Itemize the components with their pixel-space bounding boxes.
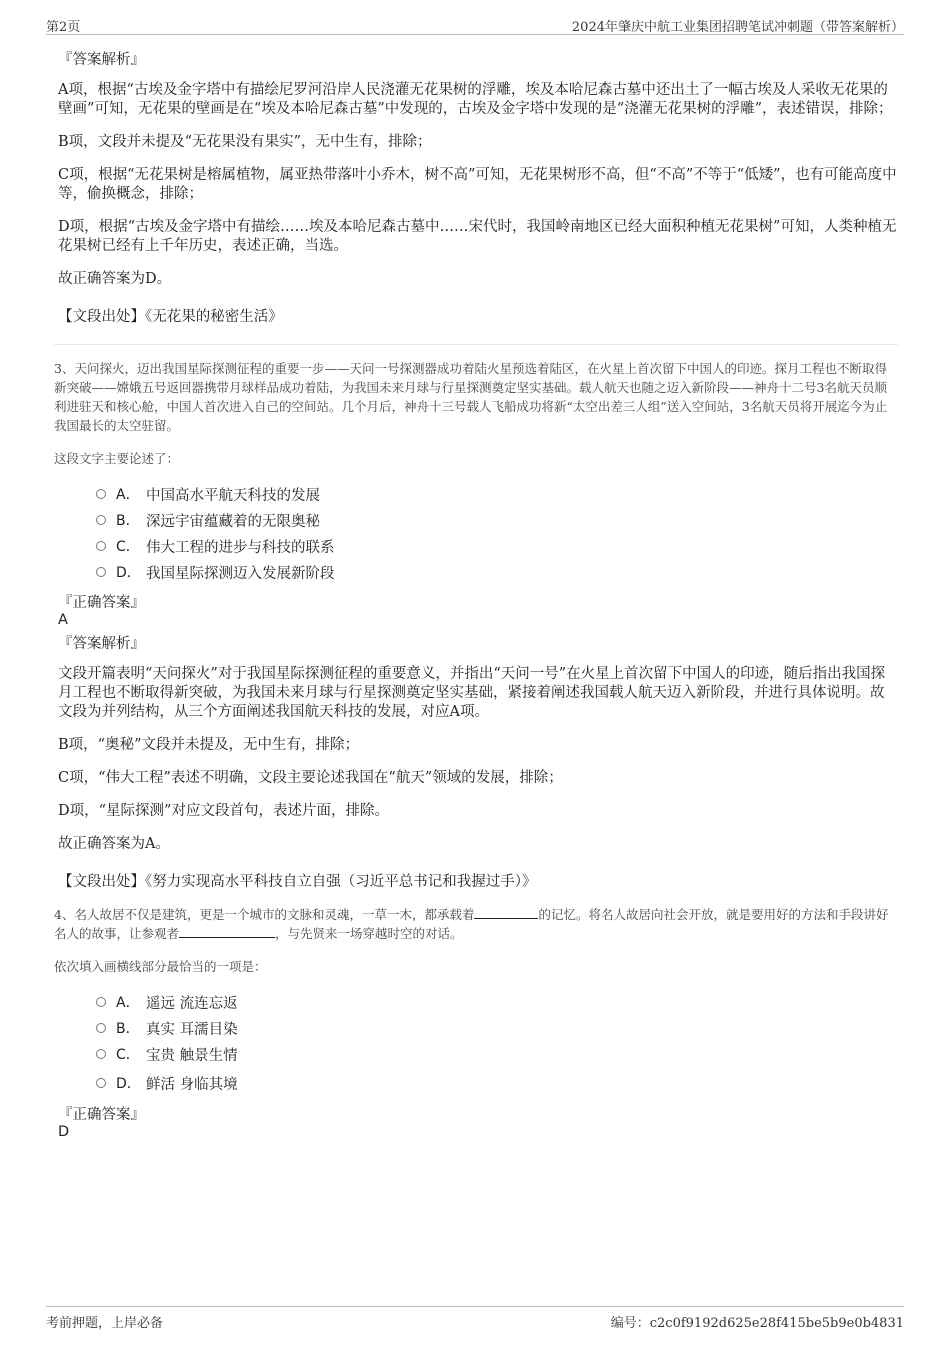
radio-button[interactable] [96,1023,106,1033]
radio-button[interactable] [96,1078,106,1088]
option-label: B． [116,513,140,529]
q4-correct-answer: D [58,1124,70,1140]
document-code: 编号：c2c0f9192d625e28f415be5b9e0b4831 [610,1316,904,1331]
q4-option-a[interactable] [96,989,898,1015]
option-label: D． [116,1076,141,1092]
q2-source: 【文段出处】《无花果的秘密生活》 [58,309,283,325]
radio-button[interactable] [96,1049,106,1059]
q2-analysis-b: B项，文段并未提及“无花果没有果实”，无中生有，排除； [58,134,432,150]
q4-correct-tag: 『正确答案』 [58,1107,145,1123]
q3-analysis-b: B项，“奥秘”文段并未提及，无中生有，排除； [58,737,359,753]
q3-analysis-c: C项，“伟大工程”表述不明确，文段主要论述我国在“航天”领域的发展，排除； [58,770,563,786]
q2-analysis-tag: 『答案解析』 [58,52,145,68]
q3-option-b[interactable] [96,507,898,533]
option-label: A． [116,995,140,1011]
q3-option-c[interactable] [96,533,898,559]
option-label: B． [116,1021,140,1037]
q4-stem-part: ，与先贤来一场穿越时空的对话。 [275,926,463,941]
option-label: C． [116,1047,140,1063]
q3-conclusion: 故正确答案为A。 [58,836,170,852]
q4-options [96,989,898,1099]
q3-option-d[interactable] [96,559,898,585]
q3-analysis-d: D项，“星际探测”对应文段首句，表述片面，排除。 [58,803,389,819]
option-text: 伟大工程的进步与科技的联系 [146,539,335,556]
option-text: 真实 耳濡目染 [146,1021,238,1038]
option-text: 宝贵 触景生情 [146,1047,238,1064]
option-text: 我国星际探测迈入发展新阶段 [146,565,335,582]
q2-conclusion: 故正确答案为D。 [58,271,172,287]
divider [54,344,898,345]
footer-slogan: 考前押题，上岸必备 [46,1316,164,1331]
radio-button[interactable] [96,997,106,1007]
q4-stem-part: 4、名人故居不仅是建筑，更是一个城市的文脉和灵魂，一草一木，都承载着 [54,907,475,922]
q3-correct-answer: A [58,612,68,628]
q3-options [96,481,898,585]
q4-prompt: 依次填入画横线部分最恰当的一项是： [54,959,267,974]
option-text: 遥远 流连忘返 [146,995,238,1012]
q3-prompt: 这段文字主要论述了： [54,451,180,466]
q3-option-a[interactable] [96,481,898,507]
q3-analysis: 文段开篇表明“天问探火”对于我国星际探测征程的重要意义，并指出“天问一号”在火星上首次留下中国人的印迹，随后指出我国探月工程也不断取得新突破，为我国未来月球与行星探测奠定坚实基础，紧接着阐述我国载人航天迈入新阶段，并进行具体说明。故文段为并列结构，从三个方面阐述我国航天科技的发展，对应A项。 [58,666,886,720]
page-footer [46,1306,904,1329]
q4-option-c[interactable] [96,1041,898,1067]
radio-button[interactable] [96,541,106,551]
q3-correct-tag: 『正确答案』 [58,595,145,611]
option-text: 中国高水平航天科技的发展 [146,487,320,504]
q3-stem: 3、天问探火，迈出我国星际探测征程的重要一步——天问一号探测器成功着陆火星预选着陆区，在火星上首次留下中国人的印迹。探月工程也不断取得新突破——嫦娥五号返回器携带月球样品成功着陆，为我国未来月球与行星探测奠定坚实基础。载人航天也随之迈入新阶段——神舟十二号3名航天员顺利进驻天和核心舱，中国人首次进入自己的空间站。几个月后，神舟十三号载人飞船成功将新“太空出差三人组”送入空间站，3名航天员将开展迄今为止我国最长的太空驻留。 [54,361,888,433]
option-label: A． [116,487,140,503]
page-header [46,14,904,35]
option-text: 深远宇宙蕴藏着的无限奥秘 [146,513,320,530]
fill-blank-2 [179,937,275,938]
document-title: 2024年肇庆中航工业集团招聘笔试冲刺题（带答案解析） [571,20,904,35]
radio-button[interactable] [96,489,106,499]
q3-source: 【文段出处】《努力实现高水平科技自立自强（习近平总书记和我握过手）》 [58,874,537,890]
q4-stem-part: 的记忆。将名人故居向社会开放，就是要用好的方法和手段讲好名人的故事，让参观者 [54,907,889,941]
page-number: 第2页 [46,20,81,35]
q2-analysis-a: A项，根据“古埃及金字塔中有描绘尼罗河沿岸人民浇灌无花果树的浮雕，埃及本哈尼森古墓中还出土了一幅古埃及人采收无花果的壁画”可知，无花果的壁画是在“埃及本哈尼森古墓”中发现的，古埃及金字塔中发现的是“浇灌无花果树的浮雕”，表述错误，排除； [58,82,893,117]
fill-blank-1 [474,918,538,919]
radio-button[interactable] [96,567,106,577]
q2-analysis-c: C项，根据“无花果树是榕属植物，属亚热带落叶小乔木，树不高”可知，无花果树形不高，但“不高”不等于“低矮”，也有可能高度中等，偷换概念，排除； [58,167,897,202]
q4-option-d[interactable] [96,1067,898,1099]
q3-analysis-tag: 『答案解析』 [58,636,145,652]
q4-option-b[interactable] [96,1015,898,1041]
radio-button[interactable] [96,515,106,525]
option-text: 鲜活 身临其境 [146,1076,238,1093]
option-label: D． [116,565,141,581]
option-label: C． [116,539,140,555]
document-body [54,44,898,1140]
q4-stem [54,905,898,943]
q2-analysis-d: D项，根据“古埃及金字塔中有描绘……埃及本哈尼森古墓中……宋代时，我国岭南地区已经大面积种植无花果树”可知，人类种植无花果树已经有上千年历史，表述正确，当选。 [58,219,897,254]
